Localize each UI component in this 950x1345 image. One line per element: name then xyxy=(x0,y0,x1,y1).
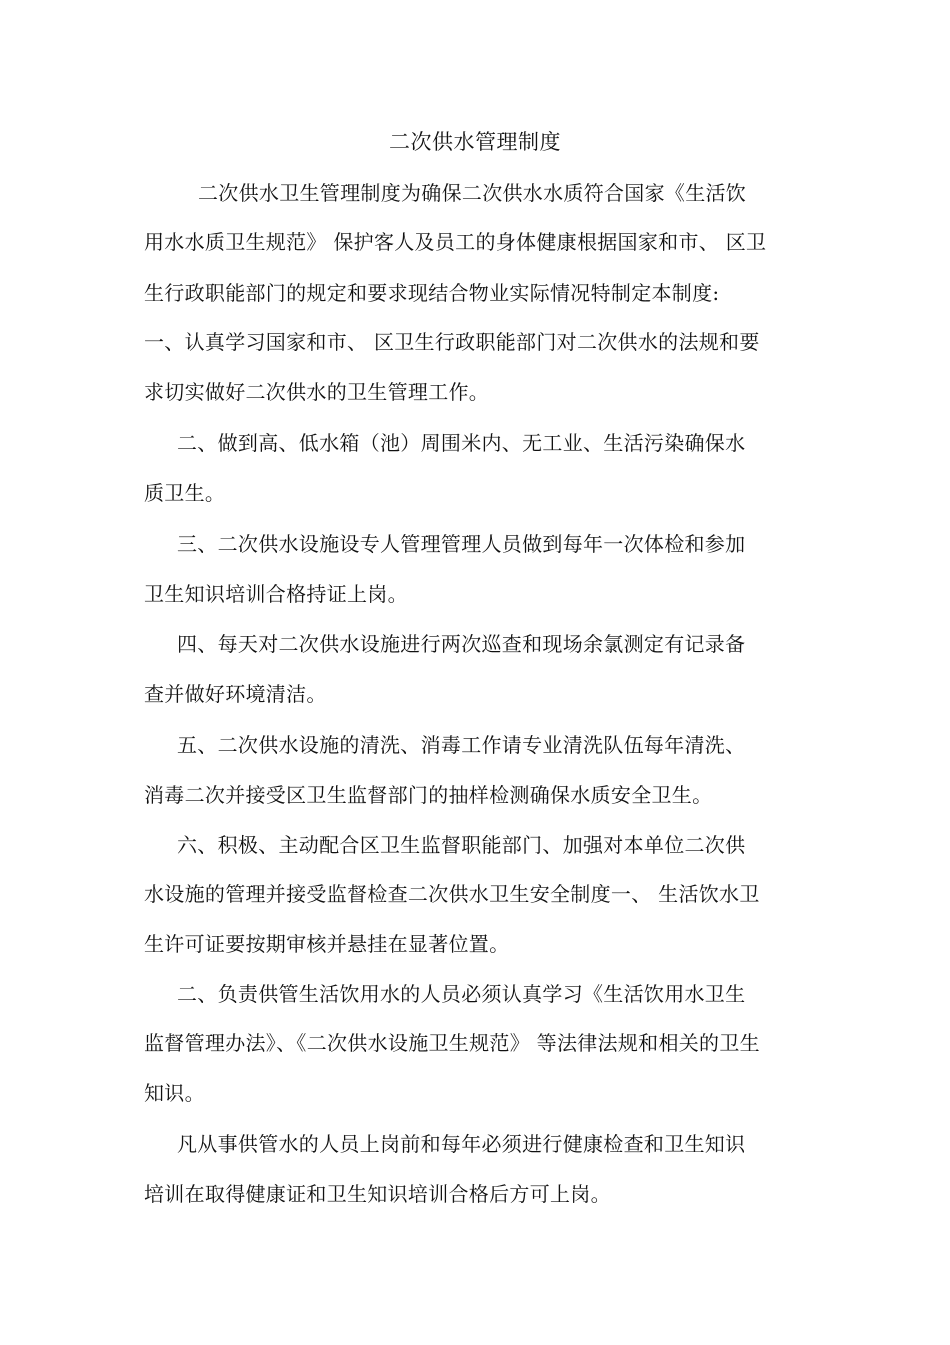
text-line: 二、负责供管生活饮用水的人员必须认真学习《生活饮用水卫生 xyxy=(177,982,746,1006)
text-line: 生许可证要按期审核并悬挂在显著位置。 xyxy=(144,932,510,956)
text-line: 知识。 xyxy=(144,1081,205,1105)
text-line: 监督管理办法》、《二次供水设施卫生规范》 等法律法规和相关的卫生 xyxy=(144,1031,760,1055)
text-line: 四、每天对二次供水设施进行两次巡查和现场余氯测定有记录备 xyxy=(177,632,746,656)
text-line: 消毒二次并接受区卫生监督部门的抽样检测确保水质安全卫生。 xyxy=(144,783,713,807)
text-line: 凡从事供管水的人员上岗前和每年必须进行健康检查和卫生知识 xyxy=(177,1132,746,1156)
text-line: 五、二次供水设施的清洗、消毒工作请专业清洗队伍每年清洗、 xyxy=(177,733,746,757)
text-line: 生行政职能部门的规定和要求现结合物业实际情况特制定本制度: xyxy=(144,281,720,305)
text-line: 查并做好环境清洁。 xyxy=(144,682,327,706)
text-line: 用水水质卫生规范》 保护客人及员工的身体健康根据国家和市、 区卫 xyxy=(144,230,767,254)
text-line: 质卫生。 xyxy=(144,481,226,505)
text-line: 六、积极、主动配合区卫生监督职能部门、加强对本单位二次供 xyxy=(177,833,746,857)
text-line: 卫生知识培训合格持证上岗。 xyxy=(144,582,408,606)
text-line: 培训在取得健康证和卫生知识培训合格后方可上岗。 xyxy=(144,1182,611,1206)
text-line: 求切实做好二次供水的卫生管理工作。 xyxy=(144,380,490,404)
text-line: 二次供水卫生管理制度为确保二次供水水质符合国家《生活饮 xyxy=(198,181,747,205)
text-line: 三、二次供水设施设专人管理管理人员做到每年一次体检和参加 xyxy=(177,532,746,556)
text-line: 二、做到高、低水箱（池）周围米内、无工业、生活污染确保水 xyxy=(177,431,746,455)
text-line: 水设施的管理并接受监督检查二次供水卫生安全制度一、 生活饮水卫 xyxy=(144,882,760,906)
document-title: 二次供水管理制度 xyxy=(389,130,561,154)
text-line: 一、认真学习国家和市、 区卫生行政职能部门对二次供水的法规和要 xyxy=(144,330,760,354)
